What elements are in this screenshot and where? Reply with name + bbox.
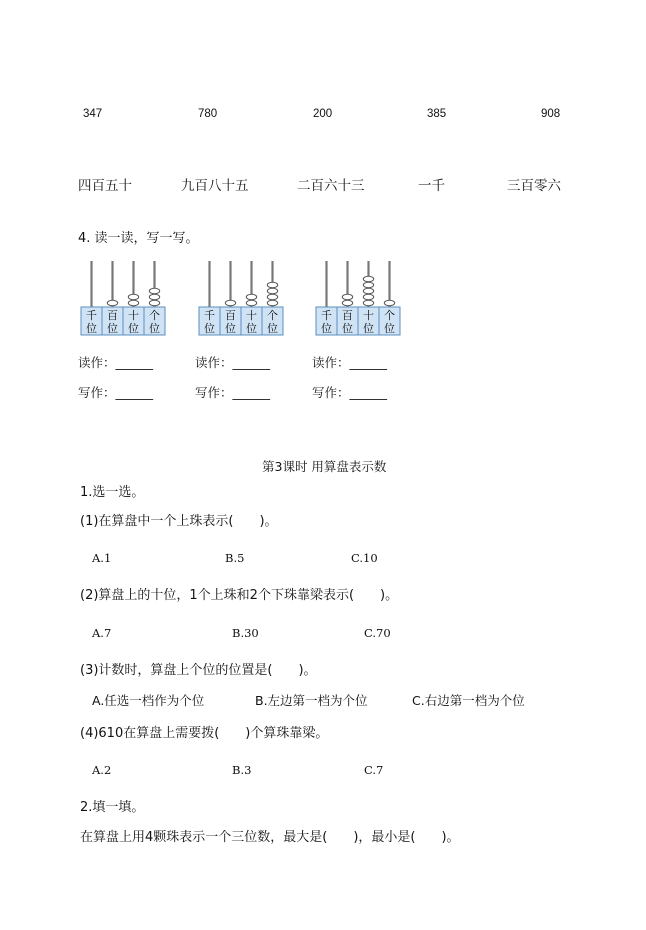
abacus-2 [198, 257, 286, 339]
read-as-1: 读作：______ [78, 355, 154, 370]
section-1-title: 1.选一选。 [80, 485, 145, 500]
write-as-2: 写作：______ [195, 385, 271, 400]
place-label-top: 个 [267, 309, 278, 322]
abacus-bead [128, 300, 138, 305]
abacus-bead [267, 300, 277, 305]
abacus-bead [246, 300, 256, 305]
abacus-bead [246, 294, 256, 299]
abacus-bead [363, 300, 373, 305]
abacus-bead [363, 294, 373, 299]
place-label-top: 十 [363, 309, 374, 322]
q1-option-b: B.5 [225, 551, 245, 565]
abacus-3 [315, 257, 403, 339]
place-label-top: 百 [107, 309, 118, 322]
question-4-title: 4. 读一读，写一写。 [78, 231, 199, 246]
abacus-bead [107, 300, 117, 305]
section-2-title: 2.填一填。 [80, 800, 145, 815]
chinese-number-4: 一千 [418, 178, 445, 194]
place-label-top: 千 [86, 309, 97, 322]
question-1-text: (1)在算盘中一个上珠表示( )。 [80, 514, 278, 529]
place-label-top: 十 [246, 309, 257, 322]
q2-option-a: A.7 [92, 626, 112, 640]
write-as-3: 写作：______ [312, 385, 388, 400]
place-label-top: 千 [204, 309, 215, 322]
abacus-bead [342, 294, 352, 299]
number-5: 908 [541, 108, 561, 120]
write-as-1: 写作：______ [78, 385, 154, 400]
place-label-bottom: 位 [384, 322, 395, 335]
q4b-option-b: B.3 [232, 763, 252, 777]
number-2: 780 [198, 108, 218, 120]
place-label-bottom: 位 [149, 322, 160, 335]
place-label-top: 十 [128, 309, 139, 322]
chinese-number-3: 二百六十三 [297, 178, 365, 194]
abacus-bead [267, 282, 277, 287]
q1-option-a: A.1 [92, 551, 112, 565]
abacus-bead [384, 300, 394, 305]
abacus-bead [225, 300, 235, 305]
place-label-bottom: 位 [225, 322, 236, 335]
place-label-bottom: 位 [321, 322, 332, 335]
place-label-top: 百 [225, 309, 236, 322]
chinese-number-5: 三百零六 [507, 178, 561, 194]
question-2-text: (2)算盘上的十位，1个上珠和2个下珠靠梁表示( )。 [80, 588, 399, 603]
q4b-option-c: C.7 [364, 763, 384, 777]
abacus-svg [80, 257, 168, 339]
q3-option-b: B.左边第一档为个位 [255, 693, 368, 708]
abacus-bead [128, 294, 138, 299]
lesson-title: 第3课时 用算盘表示数 [262, 459, 387, 474]
question-4b-text: (4)610在算盘上需要拨( )个算珠靠梁。 [80, 726, 329, 741]
chinese-number-1: 四百五十 [78, 178, 132, 194]
number-3: 200 [313, 108, 333, 120]
place-label-top: 个 [384, 309, 395, 322]
abacus-bead [149, 288, 159, 293]
abacus-bead [363, 282, 373, 287]
q3-option-c: C.右边第一档为个位 [412, 693, 525, 708]
q3-option-a: A.任选一档作为个位 [92, 693, 205, 708]
abacus-bead [149, 294, 159, 299]
q4b-option-a: A.2 [92, 763, 112, 777]
abacus-svg [198, 257, 286, 339]
abacus-bead [363, 288, 373, 293]
place-label-top: 个 [149, 309, 160, 322]
place-label-bottom: 位 [363, 322, 374, 335]
read-as-3: 读作：______ [312, 355, 388, 370]
place-label-bottom: 位 [246, 322, 257, 335]
place-label-bottom: 位 [86, 322, 97, 335]
q2-option-b: B.30 [232, 626, 259, 640]
abacus-bead [363, 276, 373, 281]
abacus-bead [267, 294, 277, 299]
place-label-bottom: 位 [107, 322, 118, 335]
number-4: 385 [427, 108, 447, 120]
place-label-bottom: 位 [267, 322, 278, 335]
place-label-bottom: 位 [342, 322, 353, 335]
abacus-bead [267, 288, 277, 293]
place-label-top: 千 [321, 309, 332, 322]
abacus-svg [315, 257, 403, 339]
number-1: 347 [83, 108, 103, 120]
place-label-bottom: 位 [128, 322, 139, 335]
q2-option-c: C.70 [364, 626, 391, 640]
q1-option-c: C.10 [351, 551, 378, 565]
abacus-1 [80, 257, 168, 339]
place-label-top: 百 [342, 309, 353, 322]
question-3-text: (3)计数时，算盘上个位的位置是( )。 [80, 663, 317, 678]
abacus-bead [149, 300, 159, 305]
abacus-bead [342, 300, 352, 305]
chinese-number-2: 九百八十五 [181, 178, 249, 194]
place-label-bottom: 位 [204, 322, 215, 335]
section-2-text: 在算盘上用4颗珠表示一个三位数，最大是( )，最小是( )。 [80, 830, 460, 845]
read-as-2: 读作：______ [195, 355, 271, 370]
